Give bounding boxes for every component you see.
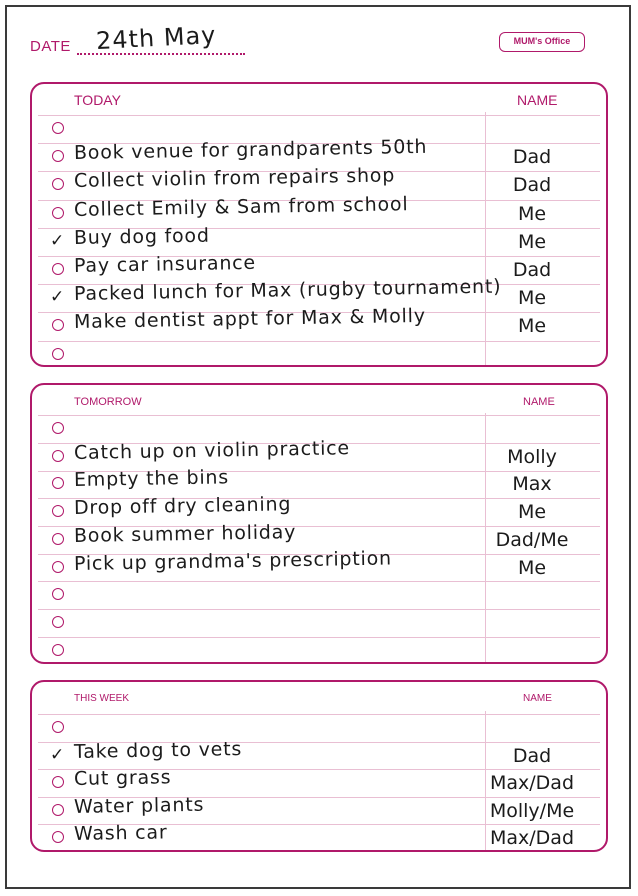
- ruled-line: [38, 609, 600, 610]
- ruled-line: [38, 415, 600, 416]
- tomorrow-title: TOMORROW: [74, 396, 142, 408]
- checkbox-circle[interactable]: [52, 122, 64, 134]
- checkbox-circle[interactable]: [52, 422, 64, 434]
- task-text: Empty the bins: [73, 466, 230, 491]
- assignee-name: Me: [517, 557, 547, 579]
- checkbox-circle[interactable]: [52, 721, 64, 733]
- this-week-name-header: NAME: [523, 693, 552, 704]
- assignee-name: Molly: [507, 446, 557, 468]
- date-value: 24th May: [95, 20, 218, 56]
- checkbox-circle[interactable]: [52, 348, 64, 360]
- task-text: Wash car: [73, 821, 168, 845]
- ruled-line: [38, 341, 600, 342]
- task-text: Make dentist appt for Max & Molly: [73, 304, 426, 333]
- assignee-name: Molly/Me: [489, 800, 575, 822]
- checkbox-circle[interactable]: [52, 588, 64, 600]
- checkbox-circle[interactable]: [52, 804, 64, 816]
- task-text: Collect violin from repairs shop: [73, 164, 396, 192]
- task-text: Book summer holiday: [73, 521, 297, 547]
- today-title: TODAY: [74, 92, 121, 108]
- assignee-name: Dad/Me: [495, 529, 569, 551]
- checkmark-icon: ✓: [50, 231, 65, 250]
- checkbox-circle[interactable]: [52, 207, 64, 219]
- checkbox-circle[interactable]: [52, 477, 64, 489]
- date-label: DATE: [30, 38, 71, 55]
- task-text: Packed lunch for Max (rugby tournament): [73, 275, 502, 305]
- task-text: Catch up on violin practice: [73, 437, 351, 464]
- checkbox-circle[interactable]: [52, 561, 64, 573]
- brand-logo: MUM's Office: [499, 32, 585, 52]
- ruled-line: [38, 637, 600, 638]
- checkbox-circle[interactable]: [52, 178, 64, 190]
- ruled-line: [38, 115, 600, 116]
- checkbox-circle[interactable]: [52, 776, 64, 788]
- assignee-name: Max/Dad: [489, 827, 574, 849]
- assignee-name: Me: [517, 287, 547, 309]
- checkmark-icon: ✓: [50, 287, 65, 306]
- task-text: Drop off dry cleaning: [73, 493, 292, 519]
- checkbox-circle[interactable]: [52, 533, 64, 545]
- checkbox-circle[interactable]: [52, 450, 64, 462]
- tomorrow-name-header: NAME: [523, 396, 555, 408]
- checkmark-icon: ✓: [50, 745, 65, 764]
- assignee-name: Dad: [512, 259, 552, 281]
- ruled-line: [38, 581, 600, 582]
- checkbox-circle[interactable]: [52, 616, 64, 628]
- task-text: Take dog to vets: [73, 738, 243, 763]
- assignee-name: Dad: [512, 174, 552, 196]
- task-text: Book venue for grandparents 50th: [73, 135, 428, 164]
- task-text: Cut grass: [73, 766, 172, 790]
- checkbox-circle[interactable]: [52, 263, 64, 275]
- task-text: Water plants: [73, 793, 205, 818]
- assignee-name: Me: [517, 315, 547, 337]
- checkbox-circle[interactable]: [52, 505, 64, 517]
- assignee-name: Me: [517, 203, 547, 225]
- assignee-name: Max/Dad: [489, 772, 574, 794]
- task-text: Pay car insurance: [73, 251, 257, 277]
- checkbox-circle[interactable]: [52, 319, 64, 331]
- task-text: Buy dog food: [73, 224, 210, 249]
- task-text: Collect Emily & Sam from school: [73, 193, 409, 221]
- ruled-line: [38, 714, 600, 715]
- assignee-name: Max: [512, 473, 552, 495]
- today-name-header: NAME: [517, 92, 558, 108]
- assignee-name: Me: [517, 501, 547, 523]
- checkbox-circle[interactable]: [52, 150, 64, 162]
- this-week-title: THIS WEEK: [74, 693, 130, 704]
- task-text: Pick up grandma's prescription: [73, 547, 393, 575]
- assignee-name: Me: [517, 231, 547, 253]
- checkbox-circle[interactable]: [52, 644, 64, 656]
- checkbox-circle[interactable]: [52, 831, 64, 843]
- assignee-name: Dad: [512, 146, 552, 168]
- assignee-name: Dad: [512, 745, 552, 767]
